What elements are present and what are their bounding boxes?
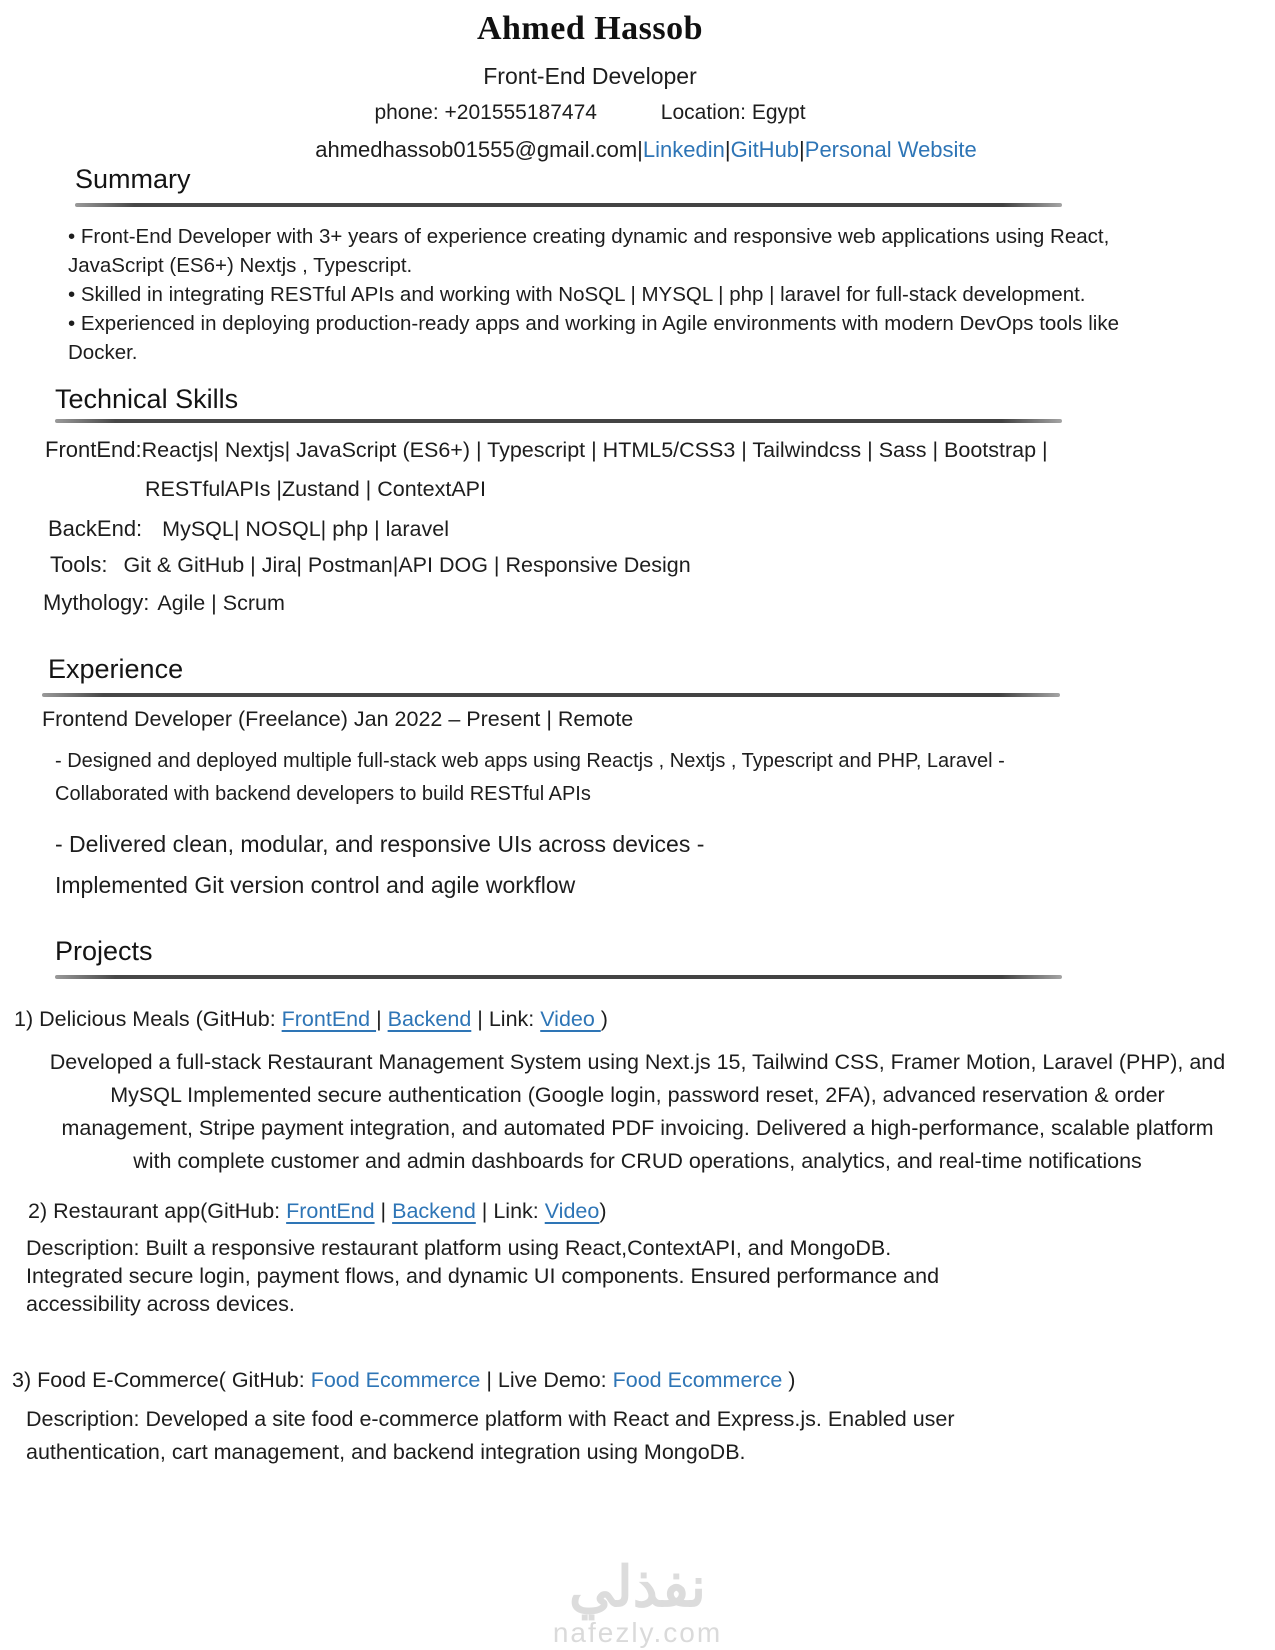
nafezly-watermark — [0, 1556, 1275, 1648]
job-title: Front-End Developer — [483, 63, 697, 89]
skill-row-frontend-cont — [145, 477, 486, 502]
summary-bullet: • Skilled in integrating RESTful APIs and working with NoSQL | MYSQL | php | laravel for full-stack development. — [68, 283, 1086, 306]
skill-label: Mythology: — [43, 590, 150, 615]
email-line — [56, 137, 1236, 163]
linkedin-link[interactable]: Linkedin — [642, 137, 725, 162]
project-title-text: 2) Restaurant app(GitHub: — [28, 1199, 287, 1223]
project-title-text: ) — [788, 1368, 796, 1392]
project-2-video-link[interactable]: Video — [544, 1199, 600, 1223]
skill-row-frontend — [45, 437, 1048, 463]
project-title-text: | — [376, 1007, 388, 1031]
experience-bullet-line: - Delivered clean, modular, and responsive UIs across devices - — [55, 831, 705, 857]
experience-bullet-line: Implemented Git version control and agile workflow — [55, 872, 576, 898]
project-title-text: | Link: — [471, 1007, 541, 1031]
candidate-name: Ahmed Hassob — [476, 10, 704, 47]
contact-line — [0, 101, 1180, 125]
pipe-separator: | — [799, 137, 805, 162]
skill-row-backend — [48, 516, 449, 542]
email-text: ahmedhassob01555@gmail.com — [315, 137, 638, 162]
nafezly-domain-text: nafezly.com — [552, 1617, 723, 1648]
location-label: Location: Egypt — [660, 101, 806, 124]
skill-value: Git & GitHub | Jira| Postman|API DOG | Responsive Design — [123, 553, 691, 577]
skills-heading: Technical Skills — [55, 384, 239, 414]
project-description-line: Description: Built a responsive restaurant platform using React,ContextAPI, and MongoDB. — [26, 1236, 892, 1260]
personal-website-link[interactable]: Personal Website — [804, 137, 977, 162]
summary-bullet: • Front-End Developer with 3+ years of experience creating dynamic and responsive web applications using React, JavaScript (ES6+) Nextjs , Typescript. — [68, 225, 1110, 277]
skill-row-tools — [50, 552, 691, 578]
project-title-text: ) — [599, 1199, 607, 1223]
skill-value: Agile | Scrum — [157, 591, 285, 615]
project-2-backend-link[interactable]: Backend — [392, 1199, 476, 1223]
project-description-line: with complete customer and admin dashboards for CRUD operations, analytics, and real-time notifications — [133, 1149, 1142, 1173]
summary-heading: Summary — [75, 164, 191, 194]
experience-bullet-2 — [55, 824, 704, 906]
skill-label: BackEnd: — [48, 516, 143, 541]
project-1-title — [14, 1007, 608, 1032]
summary-bullet-list — [68, 222, 1168, 367]
projects-heading-rule — [55, 975, 1062, 979]
project-1-backend-link[interactable]: Backend — [387, 1007, 472, 1031]
skill-row-mythology — [43, 590, 285, 616]
experience-heading-rule — [42, 693, 1060, 697]
experience-role: Frontend Developer (Freelance) Jan 2022 – Present | Remote — [42, 707, 634, 731]
project-description-line: Developed a full-stack Restaurant Management System using Next.js 15, Tailwind CSS, Framer Motion, Laravel (PHP), and — [49, 1050, 1226, 1074]
project-title-text: 1) Delicious Meals (GitHub: — [14, 1007, 282, 1031]
project-2-frontend-link[interactable]: FrontEnd — [286, 1199, 375, 1223]
project-description-line: Description: Developed a site food e-commerce platform with React and Express.js. Enabled user — [26, 1407, 955, 1431]
project-3-livedemo-link[interactable]: Food Ecommerce — [612, 1368, 789, 1392]
project-3-title — [12, 1368, 795, 1393]
project-1-description — [8, 1046, 1267, 1178]
summary-heading-rule — [75, 203, 1062, 207]
experience-bullet-line: Collaborated with backend developers to build RESTful APIs — [55, 783, 591, 805]
skill-label: FrontEnd: — [45, 437, 142, 462]
project-description-line: authentication, cart management, and backend integration using MongoDB. — [26, 1440, 746, 1464]
project-1-frontend-link[interactable]: FrontEnd — [281, 1007, 377, 1031]
project-description-line: management, Stripe payment integration, and automated PDF invoicing. Delivered a high-performance, scalable platform — [61, 1116, 1214, 1140]
project-3-description — [26, 1403, 955, 1469]
resume-header — [0, 10, 1180, 163]
nafezly-logo: نفذلي — [568, 1555, 707, 1618]
experience-bullet-line: - Designed and deployed multiple full-stack web apps using Reactjs , Nextjs , Typescript and PHP, Laravel - — [55, 750, 1005, 772]
summary-bullet: • Experienced in deploying production-ready apps and working in Agile environments with modern DevOps tools like Docker. — [68, 312, 1119, 364]
project-2-description — [26, 1234, 939, 1318]
project-title-text: | — [374, 1199, 393, 1223]
skill-value: Reactjs| Nextjs| JavaScript (ES6+) | Typescript | HTML5/CSS3 | Tailwindcss | Sass | Bootstrap | — [141, 438, 1048, 462]
projects-heading: Projects — [55, 936, 153, 966]
pipe-separator: | — [637, 137, 643, 162]
phone-label: phone: +201555187474 — [374, 101, 597, 124]
project-title-text: 3) Food E-Commerce( GitHub: — [12, 1368, 311, 1392]
project-1-video-link[interactable]: Video — [540, 1007, 601, 1031]
skill-label: Tools: — [50, 552, 108, 577]
project-description-line: MySQL Implemented secure authentication (Google login, password reset, 2FA), advanced reservation & order — [110, 1083, 1165, 1107]
project-description-line: Integrated secure login, payment flows, and dynamic UI components. Ensured performance and — [26, 1264, 940, 1288]
skills-heading-rule — [55, 419, 1062, 423]
project-description-line: accessibility across devices. — [26, 1292, 295, 1316]
project-title-text: | Link: — [475, 1199, 545, 1223]
project-3-github-link[interactable]: Food Ecommerce — [310, 1368, 481, 1392]
experience-bullet-1 — [55, 745, 1005, 811]
experience-heading: Experience — [48, 654, 184, 684]
project-2-title — [28, 1199, 607, 1224]
skill-value: MySQL| NOSQL| php | laravel — [162, 517, 449, 541]
pipe-separator: | — [724, 137, 731, 162]
github-link[interactable]: GitHub — [730, 137, 800, 162]
project-title-text: | Live Demo: — [480, 1368, 613, 1392]
skill-value: RESTfulAPIs |Zustand | ContextAPI — [145, 477, 486, 501]
project-title-text: ) — [600, 1007, 608, 1031]
